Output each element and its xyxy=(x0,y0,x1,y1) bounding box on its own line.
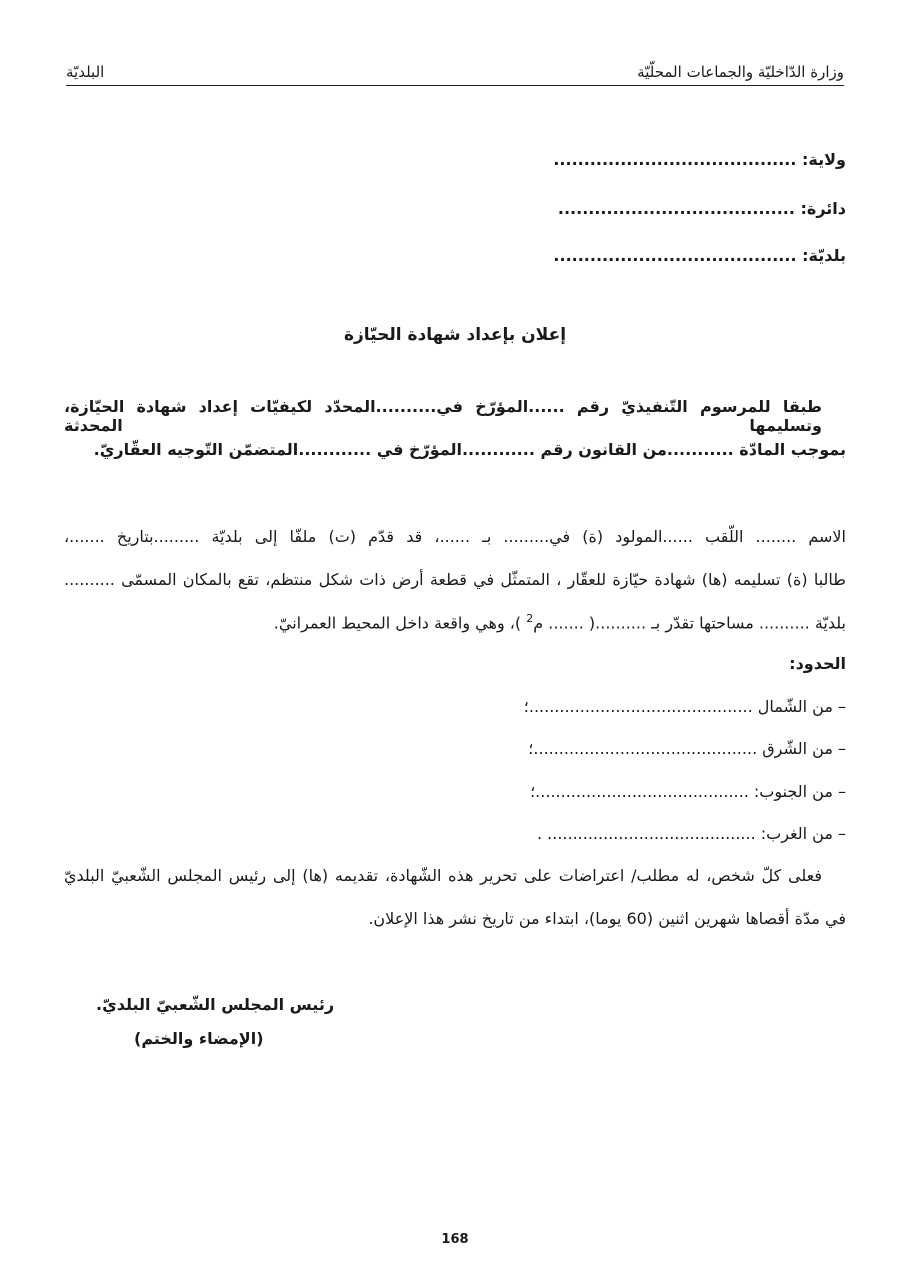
baladiya-field: بلديّة: ........................................ xyxy=(553,246,846,265)
boundaries-label: الحدود: xyxy=(789,654,846,673)
body-line-2: طالبا (ة) تسليمه (ها) شهادة حيّازة للعقّار ، المتمثّل في قطعة أرض ذات شكل منتظم، تقع بالمكان المسمّى .......... xyxy=(64,570,846,589)
boundary-south: – من الجنوب: ..........................................؛ xyxy=(530,782,846,801)
closing-line-1: فعلى كلّ شخص، له مطلب/ اعتراضات على تحرير هذه الشّهادة، تقديمه (ها) إلى رئيس المجلس الشّعبيّ البلديّ xyxy=(64,866,822,885)
wilaya-field: ولاية: ........................................ xyxy=(553,150,846,169)
area-text-end: )، وهي واقعة داخل المحيط العمرانيّ. xyxy=(273,613,527,633)
boundary-east: – من الشّرق ............................................؛ xyxy=(528,739,846,758)
page-header xyxy=(66,58,844,86)
signature-note: (الإمضاء والختم) xyxy=(134,1029,264,1048)
area-text-start: بلديّة .......... مساحتها تقدّر بـ ..........( ....... م xyxy=(533,613,846,633)
intro-line-2: بموجب المادّة ...........من القانون رقم ............المؤرّخ في ............المتضمّن التّوجيه العقّاريّ. xyxy=(93,440,846,459)
boundary-west: – من الغرب: ......................................... . xyxy=(536,824,846,843)
area-unit-exponent: 2 xyxy=(526,612,534,625)
daira-field: دائرة: ....................................... xyxy=(557,199,846,218)
signature-title: رئيس المجلس الشّعبيّ البلديّ. xyxy=(96,995,335,1014)
intro-line-1: طبقا للمرسوم التّنفيذيّ رقم ......المؤرّخ في..........المحدّد لكيفيّات إعداد شهادة الحيّازة، وتسليمها المحدثة xyxy=(64,397,822,435)
ministry-name: وزارة الدّاخليّة والجماعات المحلّيّة xyxy=(637,63,844,81)
municipality-label: البلديّة xyxy=(66,63,105,81)
document-title: إعلان بإعداد شهادة الحيّازة xyxy=(343,325,567,345)
body-line-3 xyxy=(274,612,846,632)
body-line-1: الاسم ........ اللّقب ......المولود (ة) في......... بـ ......، قد قدّم (ت) ملفّا إلى بلديّة .........بتاريخ .......، xyxy=(64,527,846,546)
boundary-north: – من الشّمال ............................................؛ xyxy=(523,697,846,716)
page-number: 168 xyxy=(441,1232,469,1247)
closing-line-2: في مدّة أقصاها شهرين اثنين (60 يوما)، ابتداء من تاريخ نشر هذا الإعلان. xyxy=(368,909,846,928)
